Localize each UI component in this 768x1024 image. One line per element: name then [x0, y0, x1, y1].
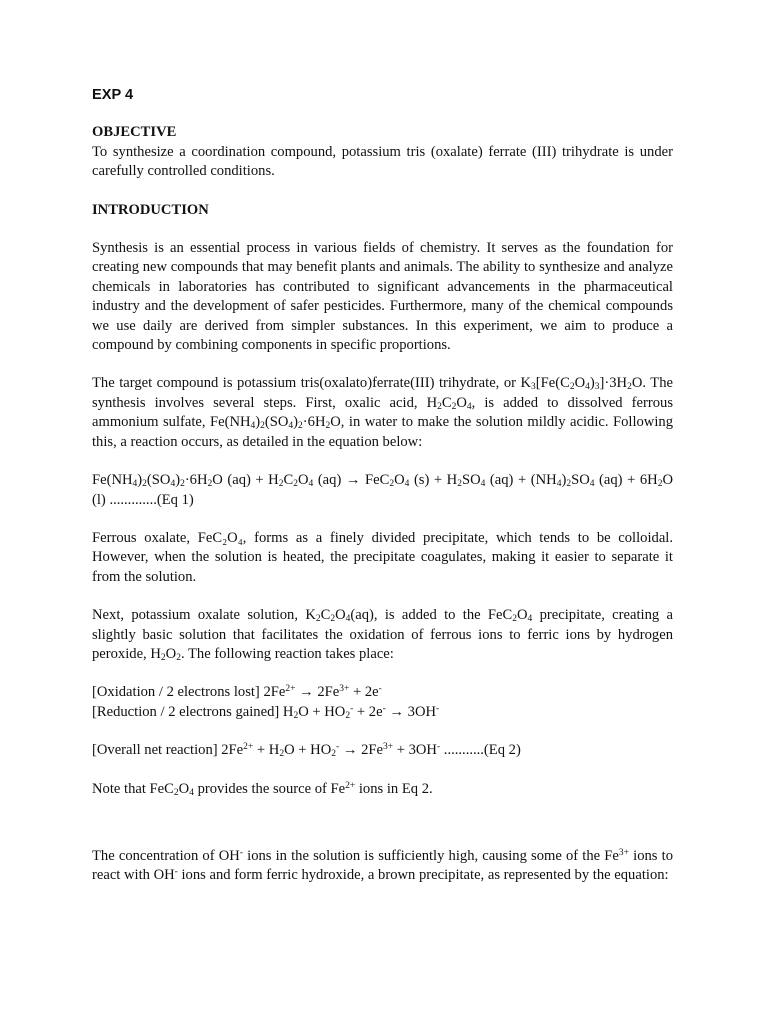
- experiment-title: EXP 4: [92, 87, 134, 103]
- equation-1-label: .............(Eq 1): [109, 491, 194, 508]
- intro-paragraph-2: The target compound is potassium tris(oxalato)ferrate(III) trihydrate, or $K_3[Fe(C_2O_4)_3]\cdot 3H_2O$. The synthesis involves several steps. First, oxalic acid, $H_2C_2O_4$, is added to dissolved ferrous ammonium sulfate, $Fe(NH_4)_2(SO_4)_2\cdot 6H_2O$, in water to make the solution mildly acidic. Following this, a reaction occurs, as detailed in the equation below:: [92, 375, 673, 450]
- overall-equation: [Overall net reaction] $2Fe^{2+} + H_2O + HO_2^- \to 2Fe^{3+} + 3OH^-$ ...........(Eq 2): [92, 742, 521, 760]
- introduction-heading: INTRODUCTION: [92, 201, 209, 218]
- intro-paragraph-1: Synthesis is an essential process in various fields of chemistry. It serves as the foundation for creating new compounds that may benefit plants and animals. The ability to synthesize and analyze chemicals in laboratories has contributed to significant advancements in the pharmaceutical industry and the development of safer pesticides. Furthermore, many of the chemical compounds we use daily are derived from simpler substances. In this experiment, we aim to produce a compound by combining components in specific proportions.: [92, 240, 673, 354]
- note-paragraph: Note that $FeC_2O_4$ provides the source of $Fe^{2+}$ ions in Eq 2.: [92, 780, 433, 798]
- equation-1: $Fe(NH_4)_2(SO_4)_2\cdot 6H_2O$ $(aq) + H_2C_2O_4$ $(aq) \to FeC_2O_4$ $(s) + H_2SO_4$ $(aq) + (NH_4)_2SO_4$ $(aq) + 6H_2O$ (l) .............(Eq 1): [92, 472, 673, 508]
- objective-heading: OBJECTIVE: [92, 124, 177, 141]
- half-reactions: [92, 683, 673, 722]
- reduction-equation: [Reduction / 2 electrons gained] $H_2O + HO_2^- + 2e^- \to 3OH^-$: [92, 703, 440, 721]
- intro-paragraph-3: Ferrous oxalate, FeC₂O₄, forms as a finely divided precipitate, which tends to be colloidal. However, when the solution is heated, the precipitate coagulates, making it easier to separate it from the solution.: [92, 529, 673, 585]
- intro-paragraph-5: The concentration of OH- ions in the solution is sufficiently high, causing some of the $Fe^{3+}$ ions to react with OH- ions and form ferric hydroxide, a brown precipitate, as represented by the equation:: [92, 847, 673, 884]
- objective-text: To synthesize a coordination compound, potassium tris (oxalate) ferrate (III) trihydrate is under carefully controlled conditions.: [92, 143, 673, 180]
- equation-2-label: ...........(Eq 2): [443, 742, 521, 759]
- intro-paragraph-4: Next, potassium oxalate solution, $K_2C_2O_4(aq)$, is added to the $FeC_2O_4$ precipitate, creating a slightly basic solution that facilitates the oxidation of ferrous ions to ferric ions by hydrogen peroxide, $H_2O_2$. The following reaction takes place:: [92, 607, 673, 663]
- oxidation-equation: [Oxidation / 2 electrons lost] $2Fe^{2+} \to 2Fe^{3+} + 2e^-$: [92, 684, 382, 701]
- document-page: [92, 86, 673, 886]
